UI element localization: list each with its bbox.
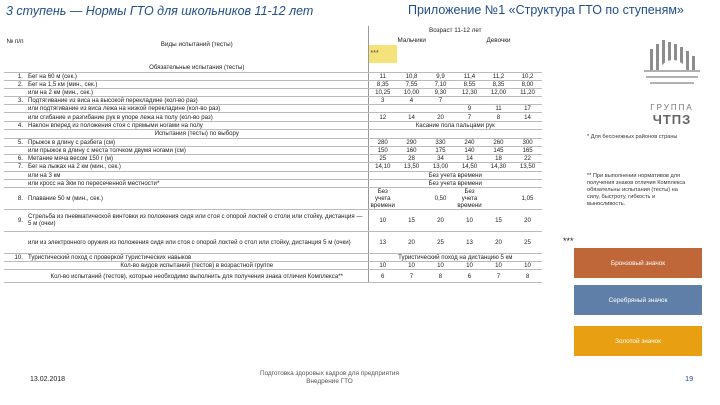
test-name: Плавание 50 м (мин., сек.): [26, 187, 368, 209]
table-row: [4, 253, 542, 261]
table-row: [4, 105, 542, 113]
value-cell: 12: [368, 113, 397, 121]
test-name: Кол-во видов испытаний (тестов) в возрастной группе: [26, 262, 368, 270]
value-cell: 4: [397, 97, 426, 105]
value-cell: [484, 187, 513, 209]
value-cell: 10,00: [397, 88, 426, 96]
footer-caption-line2: Внедрение ГТО: [306, 378, 353, 386]
value-cell: 25: [426, 231, 455, 253]
value-cell: 7: [455, 113, 484, 121]
value-cell: 14: [455, 155, 484, 163]
value-cell: 12,00: [484, 88, 513, 96]
value-cell: 20: [513, 209, 542, 231]
table-row: [4, 179, 542, 187]
value-cell: 10: [368, 262, 397, 270]
table-row: [4, 147, 542, 155]
table-row: [4, 138, 542, 146]
value-cell: 20: [426, 113, 455, 121]
mandatory-section: Обязательные испытания (тесты): [26, 63, 368, 72]
logo-graphic-icon: [640, 40, 704, 112]
row-number: [4, 147, 26, 155]
value-cell: 11: [368, 72, 397, 80]
value-cell: 8,35: [484, 80, 513, 88]
row-number: 5.: [4, 138, 26, 146]
value-cell: 20: [426, 209, 455, 231]
value-cell: 17: [513, 105, 542, 113]
value-cell: 280: [368, 138, 397, 146]
col-num-header: № п/п: [6, 38, 24, 45]
value-cell: 7,10: [426, 80, 455, 88]
test-name: или прыжок в длину с места толчком двумя ногами (см): [26, 147, 368, 155]
value-cell: 11: [484, 105, 513, 113]
age-header: Возраст 11-12 лет: [368, 26, 542, 36]
value-cell: 175: [426, 147, 455, 155]
test-name: или на 2 км (мин., сек.): [26, 88, 368, 96]
stars-marker: ***: [563, 236, 574, 246]
value-cell: 20: [397, 231, 426, 253]
footer-caption: [260, 370, 399, 387]
value-span: Без учета времени: [368, 171, 542, 179]
row-number: 1.: [4, 72, 26, 80]
value-cell: 145: [484, 147, 513, 155]
test-name: или из электронного оружия из положения сидя или стоя с опорой локтей о стол или стойку, дистанция 5 м (очки): [26, 231, 368, 253]
value-cell: [455, 97, 484, 105]
value-cell: 14: [397, 113, 426, 121]
value-cell: 25: [368, 155, 397, 163]
test-name: Туристический поход с проверкой туристических навыков: [26, 253, 368, 261]
value-cell: 160: [397, 147, 426, 155]
value-cell: 7: [426, 97, 455, 105]
value-cell: 15: [397, 209, 426, 231]
logo-company-text: ЧТПЗ: [652, 112, 692, 127]
row-number: 7.: [4, 163, 26, 171]
value-cell: 140: [455, 147, 484, 155]
boys-header: Мальчики: [368, 36, 455, 45]
value-cell: 7: [484, 270, 513, 283]
value-cell: 12,30: [455, 88, 484, 96]
table-row: [4, 209, 542, 231]
row-number: [4, 88, 26, 96]
page-number: 19: [685, 374, 694, 383]
footer-caption-line1: Подготовка здоровых кадров для предприятия: [260, 370, 399, 377]
value-cell: 8,55: [455, 80, 484, 88]
row-number: [4, 270, 26, 283]
value-cell: 13: [455, 231, 484, 253]
value-cell: 9,9: [426, 72, 455, 80]
value-cell: 20: [484, 231, 513, 253]
value-cell: 9,30: [426, 88, 455, 96]
value-cell: 8: [426, 270, 455, 283]
row-number: 6.: [4, 155, 26, 163]
value-cell: 330: [426, 138, 455, 146]
table-row: [4, 155, 542, 163]
row-number: [4, 262, 26, 270]
value-cell: 10: [368, 209, 397, 231]
row-number: 4.: [4, 121, 26, 129]
value-cell: 1,05: [513, 187, 542, 209]
value-cell: 13: [368, 231, 397, 253]
value-cell: 22: [513, 155, 542, 163]
value-cell: 7,55: [397, 80, 426, 88]
table-row: [4, 72, 542, 80]
value-cell: 10: [455, 209, 484, 231]
value-cell: 6: [455, 270, 484, 283]
table-row: [4, 187, 542, 209]
row-number: 10.: [4, 253, 26, 261]
gto-norms-table: [4, 26, 542, 283]
test-name: Прыжок в длину с разбега (см): [26, 138, 368, 146]
table-row: [4, 262, 542, 270]
table-row: [4, 113, 542, 121]
value-cell: 7: [397, 270, 426, 283]
col-tests-header: Виды испытаний (тесты): [160, 40, 233, 48]
value-cell: 8,00: [513, 80, 542, 88]
value-cell: 10,2: [513, 72, 542, 80]
value-cell: 9: [455, 105, 484, 113]
note-mandatory: ** При выполнении нормативов для получения знаков отличия Комплекса обязательны испытания (тесты) на силу, быстроту, гибкость и выносливость.: [587, 173, 686, 207]
stars-cell: ***: [368, 45, 397, 63]
row-number: 2.: [4, 80, 26, 88]
value-cell: 10: [426, 262, 455, 270]
row-number: [4, 231, 26, 253]
value-cell: 10: [484, 262, 513, 270]
test-name: Бег на лыжах на 2 км (мин., сек.): [26, 163, 368, 171]
value-cell: 34: [426, 155, 455, 163]
page-title: 3 ступень — Нормы ГТО для школьников 11-12 лет: [6, 4, 314, 18]
test-name: или сгибание и разгибание рук в упоре лежа на полу (кол-во раз): [26, 113, 368, 121]
test-name: Наклон вперед из положения стоя с прямыми ногами на полу: [26, 121, 368, 129]
optional-section: Испытания (тесты) по выбору: [26, 129, 368, 138]
value-cell: 13,50: [513, 163, 542, 171]
table-row: [4, 121, 542, 129]
value-cell: 150: [368, 147, 397, 155]
value-cell: 13,50: [397, 163, 426, 171]
value-cell: 3: [368, 97, 397, 105]
value-cell: [397, 105, 426, 113]
bronze-badge: Бронзовый значок: [574, 248, 702, 278]
test-name: Метание мяча весом 150 г (м): [26, 155, 368, 163]
value-cell: 11,4: [455, 72, 484, 80]
value-cell: 14,10: [368, 163, 397, 171]
test-name: или подтягивание из виса лежа на низкой перекладине (кол-во раз): [26, 105, 368, 113]
value-cell: 0,50: [426, 187, 455, 209]
value-cell: 10: [455, 262, 484, 270]
silver-badge: Серебряный значок: [574, 285, 702, 315]
value-cell: 11,2: [484, 72, 513, 80]
value-cell: [368, 105, 397, 113]
test-name: Кол-во испытаний (тестов), которые необходимо выполнить для получения знака отличия Комплекса**: [26, 270, 368, 283]
value-cell: 6: [368, 270, 397, 283]
table-row: [4, 97, 542, 105]
footer-date: 13.02.2018: [30, 376, 66, 383]
test-name: или на 3 км: [26, 171, 368, 179]
test-name: Бег на 1,5 км (мин., сек.): [26, 80, 368, 88]
row-number: [4, 105, 26, 113]
value-cell: 14,50: [455, 163, 484, 171]
value-cell: 260: [484, 138, 513, 146]
value-cell: [397, 187, 426, 209]
test-name: или кросс на 3км по пересеченной местности*: [26, 179, 368, 187]
test-name: Стрельба из пневматической винтовки из положения сидя или стоя с опорой локтей о столи или стойку, дистанция — 5 м (очки): [26, 209, 368, 231]
test-name: Бег на 60 м (сек.): [26, 72, 368, 80]
value-cell: 10: [513, 262, 542, 270]
value-cell: 290: [397, 138, 426, 146]
value-cell: 15: [484, 209, 513, 231]
value-cell: [484, 97, 513, 105]
row-number: [4, 171, 26, 179]
row-number: 8.: [4, 187, 26, 209]
girls-header: Девочки: [486, 36, 511, 44]
table-row: [4, 171, 542, 179]
value-cell: [426, 105, 455, 113]
value-cell: 28: [397, 155, 426, 163]
value-cell: 8: [513, 270, 542, 283]
value-cell: 18: [484, 155, 513, 163]
test-name: Подтягивание из виса на высокой перекладине (кол-во раз): [26, 97, 368, 105]
value-cell: 10,25: [368, 88, 397, 96]
value-cell: 10: [397, 262, 426, 270]
value-cell: 25: [513, 231, 542, 253]
row-number: [4, 113, 26, 121]
table-row: [4, 231, 542, 253]
value-cell: 8: [484, 113, 513, 121]
note-snowless: * Для бесснежных районов страны: [587, 134, 678, 140]
value-span: Без учета времени: [368, 179, 542, 187]
value-cell: 8,35: [368, 80, 397, 88]
logo-group-text: ГРУППА: [650, 103, 694, 112]
value-cell: 300: [513, 138, 542, 146]
row-number: 3.: [4, 97, 26, 105]
table-row: [4, 163, 542, 171]
value-cell: 14: [513, 113, 542, 121]
value-cell: 165: [513, 147, 542, 155]
gold-badge: Золотой значок: [574, 326, 702, 356]
value-cell: 240: [455, 138, 484, 146]
value-cell: [513, 97, 542, 105]
table-row: [4, 88, 542, 96]
value-span: Касание пола пальцами рук: [368, 121, 542, 129]
table-row: [4, 80, 542, 88]
value-cell: 10,8: [397, 72, 426, 80]
appendix-title: Приложение №1 «Структура ГТО по ступеням»: [408, 3, 684, 17]
value-cell: 13,00: [426, 163, 455, 171]
value-cell: 14,30: [484, 163, 513, 171]
row-number: [4, 179, 26, 187]
value-cell: Без учета времени: [368, 187, 397, 209]
value-cell: Без учета времени: [455, 187, 484, 209]
value-span: Туристический поход на дистанцию 5 км: [368, 253, 542, 261]
value-cell: 11,20: [513, 88, 542, 96]
chtpz-logo: [640, 40, 704, 127]
table-row: [4, 270, 542, 283]
row-number: 9.: [4, 209, 26, 231]
